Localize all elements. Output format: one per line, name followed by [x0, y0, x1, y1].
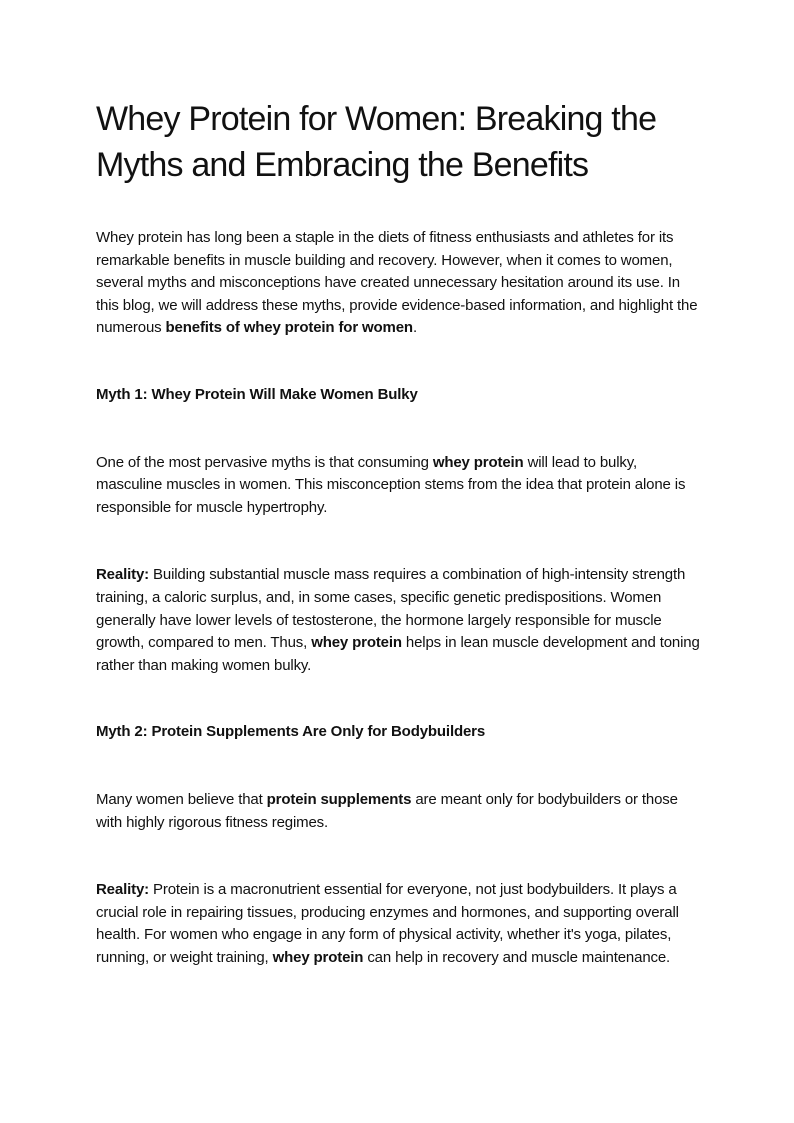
- myth-2-paragraph: [96, 789, 702, 834]
- myth-1-reality-paragraph: [96, 564, 702, 677]
- intro-text: Whey protein has long been a staple in the diets of fitness enthusiasts and athletes for its remarkable benefits in muscle building and recovery. However, when it comes to women, several myths and misconceptions have created unnecessary hesitation around its use. In this blog, we will address these myths, provide evidence-based information, and highlight the numerous: [96, 229, 698, 337]
- myth-2-bold-text: protein supplements: [266, 790, 412, 808]
- myth-1-bold-text: whey protein: [432, 453, 524, 471]
- myth-1-text-end: will lead to bulky, masculine muscles in women. This misconception stems from the idea that protein alone is responsible for muscle hypertrophy.: [96, 453, 686, 516]
- myth-2-reality-text-end: can help in recovery and muscle maintenance.: [363, 948, 671, 966]
- myth-1-reality-label: Reality:: [96, 566, 149, 584]
- myth-1-reality-text: Building substantial muscle mass requires a combination of high-intensity strength training, a caloric surplus, and, in some cases, specific genetic predispositions. Women generally have lower levels of testosterone, the hormone largely responsible for muscle growth, compared to men. Thus,: [96, 566, 686, 652]
- myth-2-reality-label: Reality:: [96, 881, 149, 899]
- myth-2-reality-text: Protein is a macronutrient essential for everyone, not just bodybuilders. It plays a crucial role in repairing tissues, producing enzymes and hormones, and supporting overall health. For women who engage in any form of physical activity, whether it's yoga, pilates, running, or weight training,: [96, 881, 679, 966]
- myth-2-reality-paragraph: [96, 879, 702, 969]
- intro-bold-text: benefits of whey protein for women: [165, 319, 413, 337]
- document-page: [96, 96, 702, 969]
- myth-1-heading: [96, 384, 702, 407]
- myth-1-reality-bold-text: whey protein: [311, 634, 402, 652]
- myth-1-text: One of the most pervasive myths is that consuming: [96, 453, 433, 471]
- intro-paragraph: [96, 227, 702, 340]
- myth-1-heading-text: Myth 1: Whey Protein Will Make Women Bulky: [96, 385, 418, 403]
- myth-2-text-end: are meant only for bodybuilders or those with highly rigorous fitness regimes.: [96, 790, 678, 831]
- myth-2-heading-text: Myth 2: Protein Supplements Are Only for Bodybuilders: [96, 723, 486, 741]
- intro-text-end: .: [412, 319, 417, 337]
- myth-1-reality-text-end: helps in lean muscle development and toning rather than making women bulky.: [96, 634, 700, 674]
- myth-2-heading: [96, 721, 702, 744]
- myth-2-reality-bold-text: whey protein: [272, 948, 364, 966]
- myth-2-text: Many women believe that: [96, 790, 267, 808]
- page-title: Whey Protein for Women: Breaking the Myths and Embracing the Benefits: [96, 100, 657, 184]
- myth-1-paragraph: [96, 452, 702, 520]
